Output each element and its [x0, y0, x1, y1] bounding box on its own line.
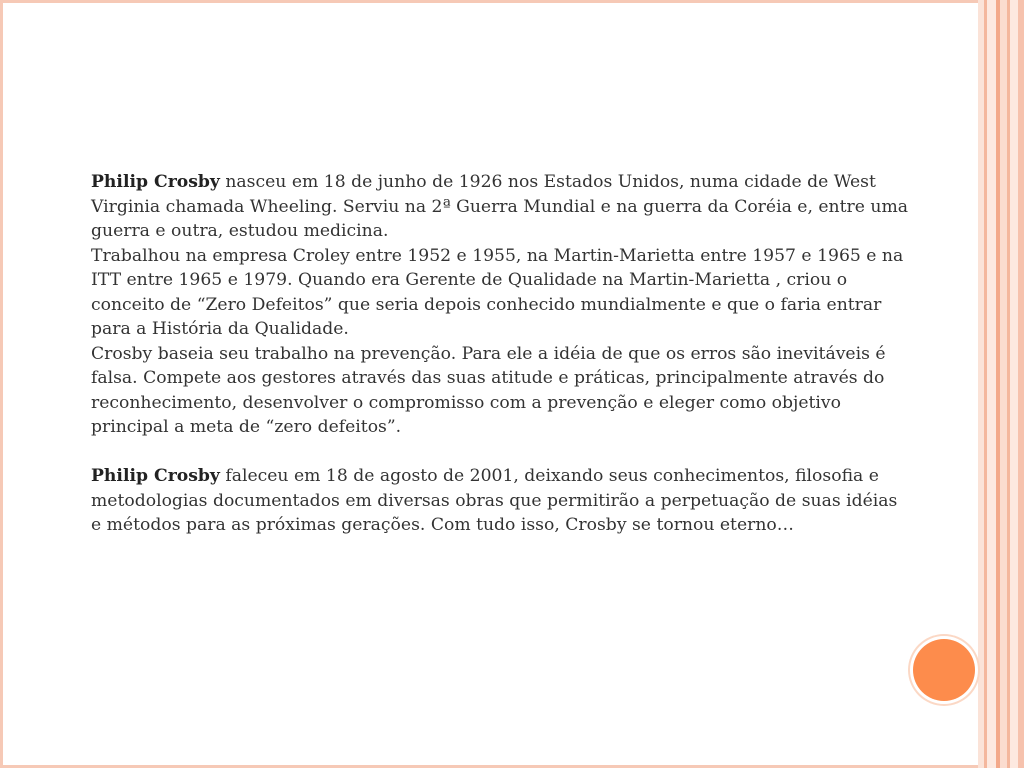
slide-border-top — [0, 0, 978, 3]
decorative-circle — [913, 639, 975, 701]
paragraph-career: Trabalhou na empresa Croley entre 1952 e 1955, na Martin-Marietta entre 1957 e 1965 e na ITT entre 1965 e 1979. Quando era Gerente de Qualidade na Martin-Marietta , criou o conceito de “Zero Defeitos” que seria depois conhecido mundialmente e que o faria entrar para a História da Qualidade. — [91, 245, 904, 339]
paragraph-text: faleceu em 18 de agosto de 2001, deixando seus conhecimentos, filosofia e metodologias documentados em diversas obras que permitirão a perpetuação de suas idéias e métodos para as próximas gerações. Com tudo isso, Crosby se tornou eterno… — [91, 466, 898, 535]
slide-border-left — [0, 0, 3, 768]
person-name: Philip Crosby — [91, 172, 220, 192]
paragraph-death — [91, 464, 911, 538]
person-name: Philip Crosby — [91, 466, 220, 486]
decorative-stripe — [987, 0, 996, 768]
paragraph-text: nasceu em 18 de junho de 1926 nos Estados Unidos, numa cidade de West Virginia chamada Wheeling. Serviu na 2ª Guerra Mundial e na guerra da Coréia e, entre uma guerra e outra, estudou medicina. — [91, 172, 908, 241]
paragraph-philosophy: Crosby baseia seu trabalho na prevenção. Para ele a idéia de que os erros são inevitáveis é falsa. Compete aos gestores através das suas atitude e práticas, principalmente através do reconhecimento, desenvolver o compromisso com a prevenção e eleger como objetivo principal a meta de “zero defeitos”. — [91, 343, 886, 437]
paragraph-birth — [91, 170, 911, 244]
paragraph-spacer — [91, 440, 911, 465]
slide-body-text — [91, 170, 911, 538]
decorative-stripe — [1010, 0, 1018, 768]
decorative-stripe — [1018, 0, 1024, 768]
decorative-stripe — [1000, 0, 1007, 768]
